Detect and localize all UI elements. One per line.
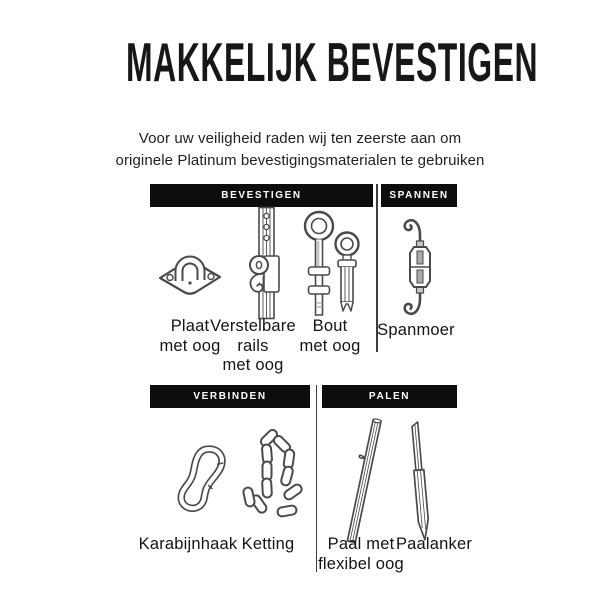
chain-icon <box>237 426 309 528</box>
plate-with-eye-icon <box>150 232 230 308</box>
turnbuckle-label: Spanmoer <box>377 321 455 339</box>
section-header-palen: PALEN <box>322 385 457 408</box>
section-header-verbinden: VERBINDEN <box>150 385 310 408</box>
adjustable-rail-with-eye-icon <box>236 206 296 320</box>
section-header-spannen: SPANNEN <box>381 184 457 207</box>
page-title: MAKKELIJK BEVESTIGEN <box>126 31 539 93</box>
subtitle-line-2: originele Platinum bevestigingsmaterialen te gebruiken <box>115 152 485 169</box>
turnbuckle-icon <box>392 211 448 323</box>
pole-with-flexible-eye-icon <box>342 416 386 548</box>
adjustable-rail-label: Verstelbare rails met oog <box>210 317 296 374</box>
carabiner-label: Karabijnhaak <box>138 535 238 553</box>
section-header-bevestigen: BEVESTIGEN <box>150 184 373 207</box>
carabiner-icon <box>168 440 236 520</box>
chain-label: Ketting <box>241 535 295 553</box>
eye-bolt-icon <box>297 207 369 323</box>
plate-with-eye-label: Plaat met oog <box>159 317 221 355</box>
pole-anchor-icon <box>394 418 446 548</box>
safety-subtitle <box>0 128 600 172</box>
subtitle-line-1: Voor uw veiligheid raden wij ten zeerste aan om <box>138 130 462 147</box>
pole-anchor-label: Paalanker <box>395 535 473 553</box>
eye-bolt-label: Bout met oog <box>299 317 361 355</box>
pole-with-flexible-eye-label: Paal met flexibel oog <box>318 535 404 573</box>
